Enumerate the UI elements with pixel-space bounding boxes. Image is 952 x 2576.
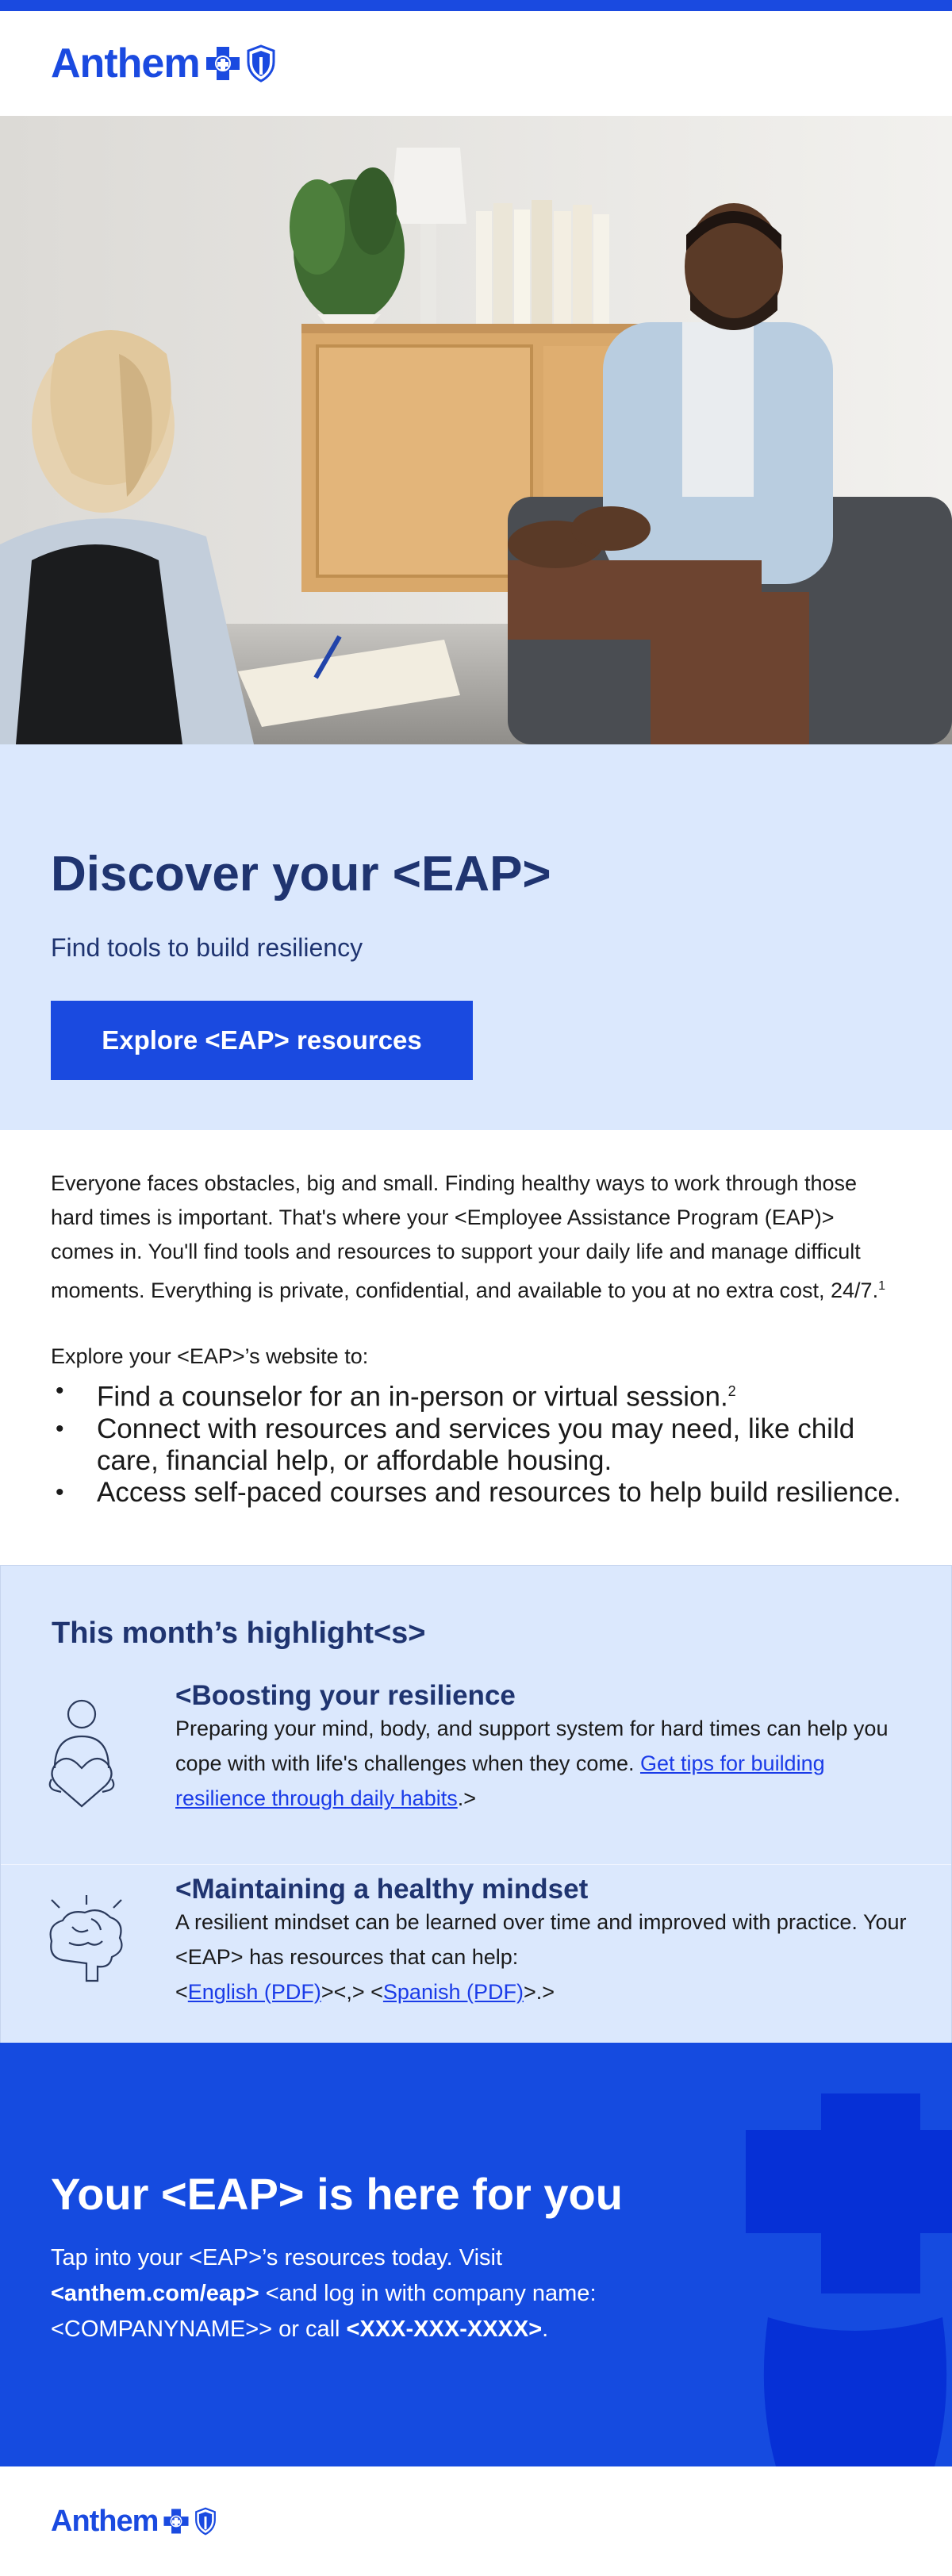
footer-anthem-logo[interactable] (51, 2505, 217, 2539)
discover-title: Discover your <EAP> (51, 847, 551, 902)
highlight-item (1, 1865, 951, 2009)
explore-resources-button[interactable]: Explore <EAP> resources (51, 1001, 473, 1080)
list-item (51, 1413, 901, 1477)
highlight-body (175, 1905, 913, 2009)
logo-wordmark: Anthem (51, 40, 200, 87)
list-item (51, 1477, 901, 1509)
decorative-cross-shield-icon (746, 2043, 952, 2466)
header (0, 11, 952, 116)
discover-subtitle: Find tools to build resiliency (51, 933, 363, 963)
intro-paragraph (51, 1167, 901, 1308)
blue-shield-icon (246, 44, 276, 83)
footer (0, 2466, 952, 2576)
highlight-body (175, 1711, 913, 1816)
eap-here-text-2: <and log in with company name: <COMPANYNAME>> or call (51, 2281, 597, 2342)
footnote-2: 2 (727, 1383, 736, 1399)
heart-person-icon (47, 1697, 117, 1832)
spanish-pdf-link[interactable]: Spanish (PDF) (382, 1980, 524, 2004)
eap-here-text-1: Tap into your <EAP>’s resources today. Visit (51, 2245, 503, 2270)
highlight-title: <Boosting your resilience (175, 1680, 516, 1711)
logo-wordmark: Anthem (51, 2504, 159, 2538)
blue-cross-icon (205, 45, 241, 82)
list-item-text: Find a counselor for an in-person or virtual session. (97, 1381, 728, 1413)
hero-image (0, 116, 952, 744)
list-item-text: Access self-paced courses and resources to help build resilience. (97, 1476, 901, 1508)
highlight-body-text: A resilient mindset can be learned over time and improved with practice. Your <EAP> has resources that can help: (175, 1910, 907, 1969)
intro-section (0, 1130, 952, 1565)
benefits-list (51, 1375, 901, 1509)
brain-icon (47, 1895, 126, 1982)
highlight-prefix: < (175, 1980, 188, 2004)
highlight-title: <Maintaining a healthy mindset (175, 1874, 589, 1905)
highlights-title: This month’s highlight<s> (52, 1617, 426, 1650)
eap-here-text (51, 2240, 622, 2347)
highlight-item (1, 1681, 951, 1864)
highlight-suffix: >.> (523, 1980, 555, 2004)
highlights-section (0, 1565, 952, 2043)
top-accent-bar (0, 0, 952, 11)
eap-here-text-3: . (542, 2316, 549, 2342)
eap-here-title: Your <EAP> is here for you (51, 2169, 623, 2219)
resilience-tips-link[interactable]: Get tips for building resilience through daily habits (175, 1751, 825, 1810)
blue-shield-icon (194, 2507, 217, 2536)
list-item-text: Connect with resources and services you may need, like child care, financial help, or affordable housing. (97, 1413, 855, 1476)
highlight-middle: ><,> < (321, 1980, 383, 2004)
eap-here-section (0, 2043, 952, 2466)
blue-cross-icon (163, 2508, 190, 2535)
list-item (51, 1375, 901, 1413)
footnote-1: 1 (878, 1279, 885, 1293)
eap-phone[interactable]: <XXX-XXX-XXXX> (346, 2316, 543, 2342)
counseling-session-photo (0, 116, 952, 744)
english-pdf-link[interactable]: English (PDF) (187, 1980, 321, 2004)
eap-url[interactable]: <anthem.com/eap> (51, 2281, 259, 2306)
anthem-logo[interactable] (51, 40, 276, 87)
explore-line: Explore your <EAP>’s website to: (51, 1344, 369, 1368)
intro-paragraph-text: Everyone faces obstacles, big and small. Finding healthy ways to work through those hard times is important. That's where your <Employee Assistance Program (EAP)> comes in. You'll find tools and resources to support your daily life and manage difficult moments. Everything is private, confidential, and available to you at no extra cost, 24/7. (51, 1171, 879, 1302)
highlight-body-text: Preparing your mind, body, and support system for hard times can help you cope with with life's challenges when they come. (175, 1717, 889, 1775)
highlight-suffix: .> (457, 1786, 476, 1810)
discover-section (0, 744, 952, 1130)
